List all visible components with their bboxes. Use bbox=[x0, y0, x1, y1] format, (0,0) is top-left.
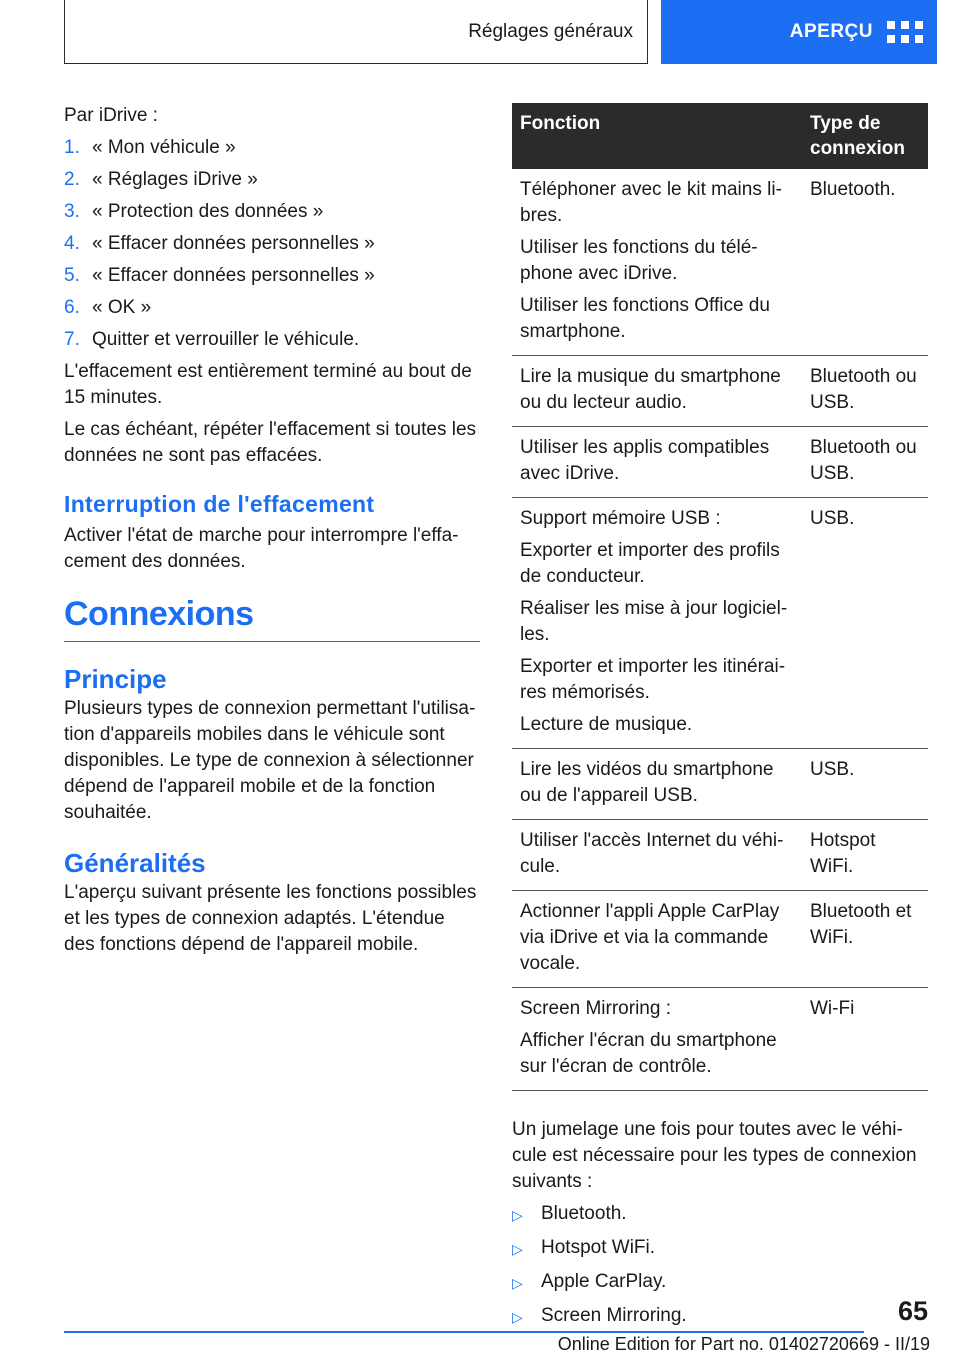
steps-list bbox=[64, 135, 480, 353]
triangle-bullet-icon: ▷ bbox=[512, 1241, 523, 1257]
triangle-bullet-icon: ▷ bbox=[512, 1207, 523, 1223]
step-number: 5. bbox=[64, 265, 80, 286]
list-item bbox=[64, 263, 480, 289]
type-cell: Bluetooth et WiFi. bbox=[802, 891, 928, 988]
overview-nav-button[interactable] bbox=[661, 0, 937, 64]
list-item bbox=[64, 295, 480, 321]
footer-divider bbox=[64, 1331, 864, 1333]
list-item bbox=[64, 231, 480, 257]
step-text: « Mon véhicule » bbox=[92, 137, 236, 158]
cell-text: Screen Mirroring : bbox=[520, 998, 671, 1019]
principe-heading: Principe bbox=[64, 664, 167, 694]
completion-paragraph: L'effacement est entièrement terminé au bout de 15 minutes. bbox=[64, 361, 472, 408]
cell-text: Utiliser les applis compatibles avec iDrive. bbox=[520, 437, 770, 484]
table-row bbox=[512, 427, 928, 498]
list-item bbox=[64, 199, 480, 225]
step-number: 6. bbox=[64, 297, 80, 318]
grid-icon bbox=[887, 20, 923, 44]
cell-text: Utiliser les fonctions Office du smartphone. bbox=[520, 295, 770, 342]
step-text: « Effacer données personnelles » bbox=[92, 265, 375, 286]
step-number: 7. bbox=[64, 329, 80, 350]
cell-text: Exporter et importer les itinéraires mémorisés. bbox=[520, 656, 786, 703]
step-number: 4. bbox=[64, 233, 80, 254]
fonction-cell bbox=[512, 498, 802, 749]
cell-text: Utiliser l'accès Internet du véhicule. bbox=[520, 830, 784, 877]
edition-footer: Online Edition for Part no. 01402720669 - II/19 bbox=[557, 1334, 930, 1354]
list-item bbox=[64, 167, 480, 193]
cell-text: Support mémoire USB : bbox=[520, 508, 721, 529]
step-text: « Réglages iDrive » bbox=[92, 169, 258, 190]
cell-text: Lire les vidéos du smartphone ou de l'appareil USB. bbox=[520, 759, 774, 806]
cell-text: Réaliser les mise à jour logicielles. bbox=[520, 598, 788, 645]
cell-text: Exporter et importer des profils de conducteur. bbox=[520, 540, 780, 587]
fonction-cell bbox=[512, 169, 802, 356]
list-item bbox=[512, 1235, 928, 1263]
bullet-text: Apple CarPlay. bbox=[541, 1271, 667, 1292]
cell-text: Utiliser les fonctions du téléphone avec iDrive. bbox=[520, 237, 758, 284]
pairing-section bbox=[512, 1117, 928, 1331]
connection-table bbox=[512, 103, 928, 1091]
cell-text: Lecture de musique. bbox=[520, 714, 693, 735]
column-header-type: Type de connexion bbox=[802, 103, 928, 169]
table-row bbox=[512, 169, 928, 356]
cell-text: Actionner l'appli Apple CarPlay via iDrive et via la commande vocale. bbox=[520, 901, 780, 974]
pairing-paragraph: Un jumelage une fois pour toutes avec le véhicule est nécessaire pour les types de connexion suivants : bbox=[512, 1119, 917, 1192]
principe-paragraph: Plusieurs types de connexion permettant l'utilisation d'appareils mobiles dans le véhicule sont disponibles. Le type de connexion à sélectionner dépend de l'appareil mobile et de la fonction souhaitée. bbox=[64, 698, 476, 823]
right-column bbox=[512, 103, 928, 1337]
triangle-bullet-icon: ▷ bbox=[512, 1275, 523, 1291]
fonction-cell bbox=[512, 820, 802, 891]
connexions-heading: Connexions bbox=[64, 601, 480, 642]
section-title: Réglages généraux bbox=[468, 20, 633, 42]
fonction-cell bbox=[512, 427, 802, 498]
list-item bbox=[512, 1269, 928, 1297]
generalites-paragraph: L'aperçu suivant présente les fonctions possibles et les types de connexion adaptés. L'étendue des fonctions dépend de l'appareil mobile. bbox=[64, 882, 477, 955]
bullet-text: Screen Mirroring. bbox=[541, 1305, 687, 1326]
fonction-cell bbox=[512, 891, 802, 988]
type-cell: Wi-Fi bbox=[802, 988, 928, 1091]
left-column bbox=[64, 103, 480, 964]
step-text: Quitter et verrouiller le véhicule. bbox=[92, 329, 360, 350]
list-item bbox=[64, 135, 480, 161]
table-row bbox=[512, 498, 928, 749]
fonction-cell bbox=[512, 356, 802, 427]
step-number: 3. bbox=[64, 201, 80, 222]
triangle-bullet-icon: ▷ bbox=[512, 1309, 523, 1325]
table-row bbox=[512, 356, 928, 427]
step-number: 1. bbox=[64, 137, 80, 158]
fonction-cell bbox=[512, 988, 802, 1091]
type-cell: Bluetooth ou USB. bbox=[802, 356, 928, 427]
type-cell: Hotspot WiFi. bbox=[802, 820, 928, 891]
step-number: 2. bbox=[64, 169, 80, 190]
table-row bbox=[512, 988, 928, 1091]
type-cell: Bluetooth ou USB. bbox=[802, 427, 928, 498]
table-row bbox=[512, 820, 928, 891]
cell-text: Lire la musique du smartphone ou du lecteur audio. bbox=[520, 366, 781, 413]
list-item bbox=[512, 1303, 928, 1331]
table-row bbox=[512, 749, 928, 820]
table-row bbox=[512, 891, 928, 988]
generalites-heading: Généralités bbox=[64, 848, 206, 878]
step-text: « OK » bbox=[92, 297, 152, 318]
type-cell: USB. bbox=[802, 749, 928, 820]
interrupt-heading: Interruption de l'effacement bbox=[64, 491, 375, 517]
repeat-paragraph: Le cas échéant, répéter l'effacement si toutes les données ne sont pas effacées. bbox=[64, 419, 477, 466]
pairing-list bbox=[512, 1201, 928, 1331]
intro-text: Par iDrive : bbox=[64, 105, 158, 126]
column-header-fonction: Fonction bbox=[512, 103, 802, 169]
interrupt-paragraph: Activer l'état de marche pour interrompre l'effacement des données. bbox=[64, 525, 459, 572]
page-number: 65 bbox=[897, 1296, 928, 1326]
type-cell: Bluetooth. bbox=[802, 169, 928, 356]
fonction-cell bbox=[512, 749, 802, 820]
type-cell: USB. bbox=[802, 498, 928, 749]
header-section-title bbox=[64, 0, 648, 64]
table-header-row bbox=[512, 103, 928, 169]
step-text: « Protection des données » bbox=[92, 201, 324, 222]
overview-nav-label: APERÇU bbox=[789, 21, 873, 42]
cell-text: Afficher l'écran du smartphone sur l'écran de contrôle. bbox=[520, 1030, 777, 1077]
list-item bbox=[64, 327, 480, 353]
list-item bbox=[512, 1201, 928, 1229]
bullet-text: Hotspot WiFi. bbox=[541, 1237, 656, 1258]
step-text: « Effacer données personnelles » bbox=[92, 233, 375, 254]
cell-text: Téléphoner avec le kit mains libres. bbox=[520, 179, 782, 226]
bullet-text: Bluetooth. bbox=[541, 1203, 627, 1224]
